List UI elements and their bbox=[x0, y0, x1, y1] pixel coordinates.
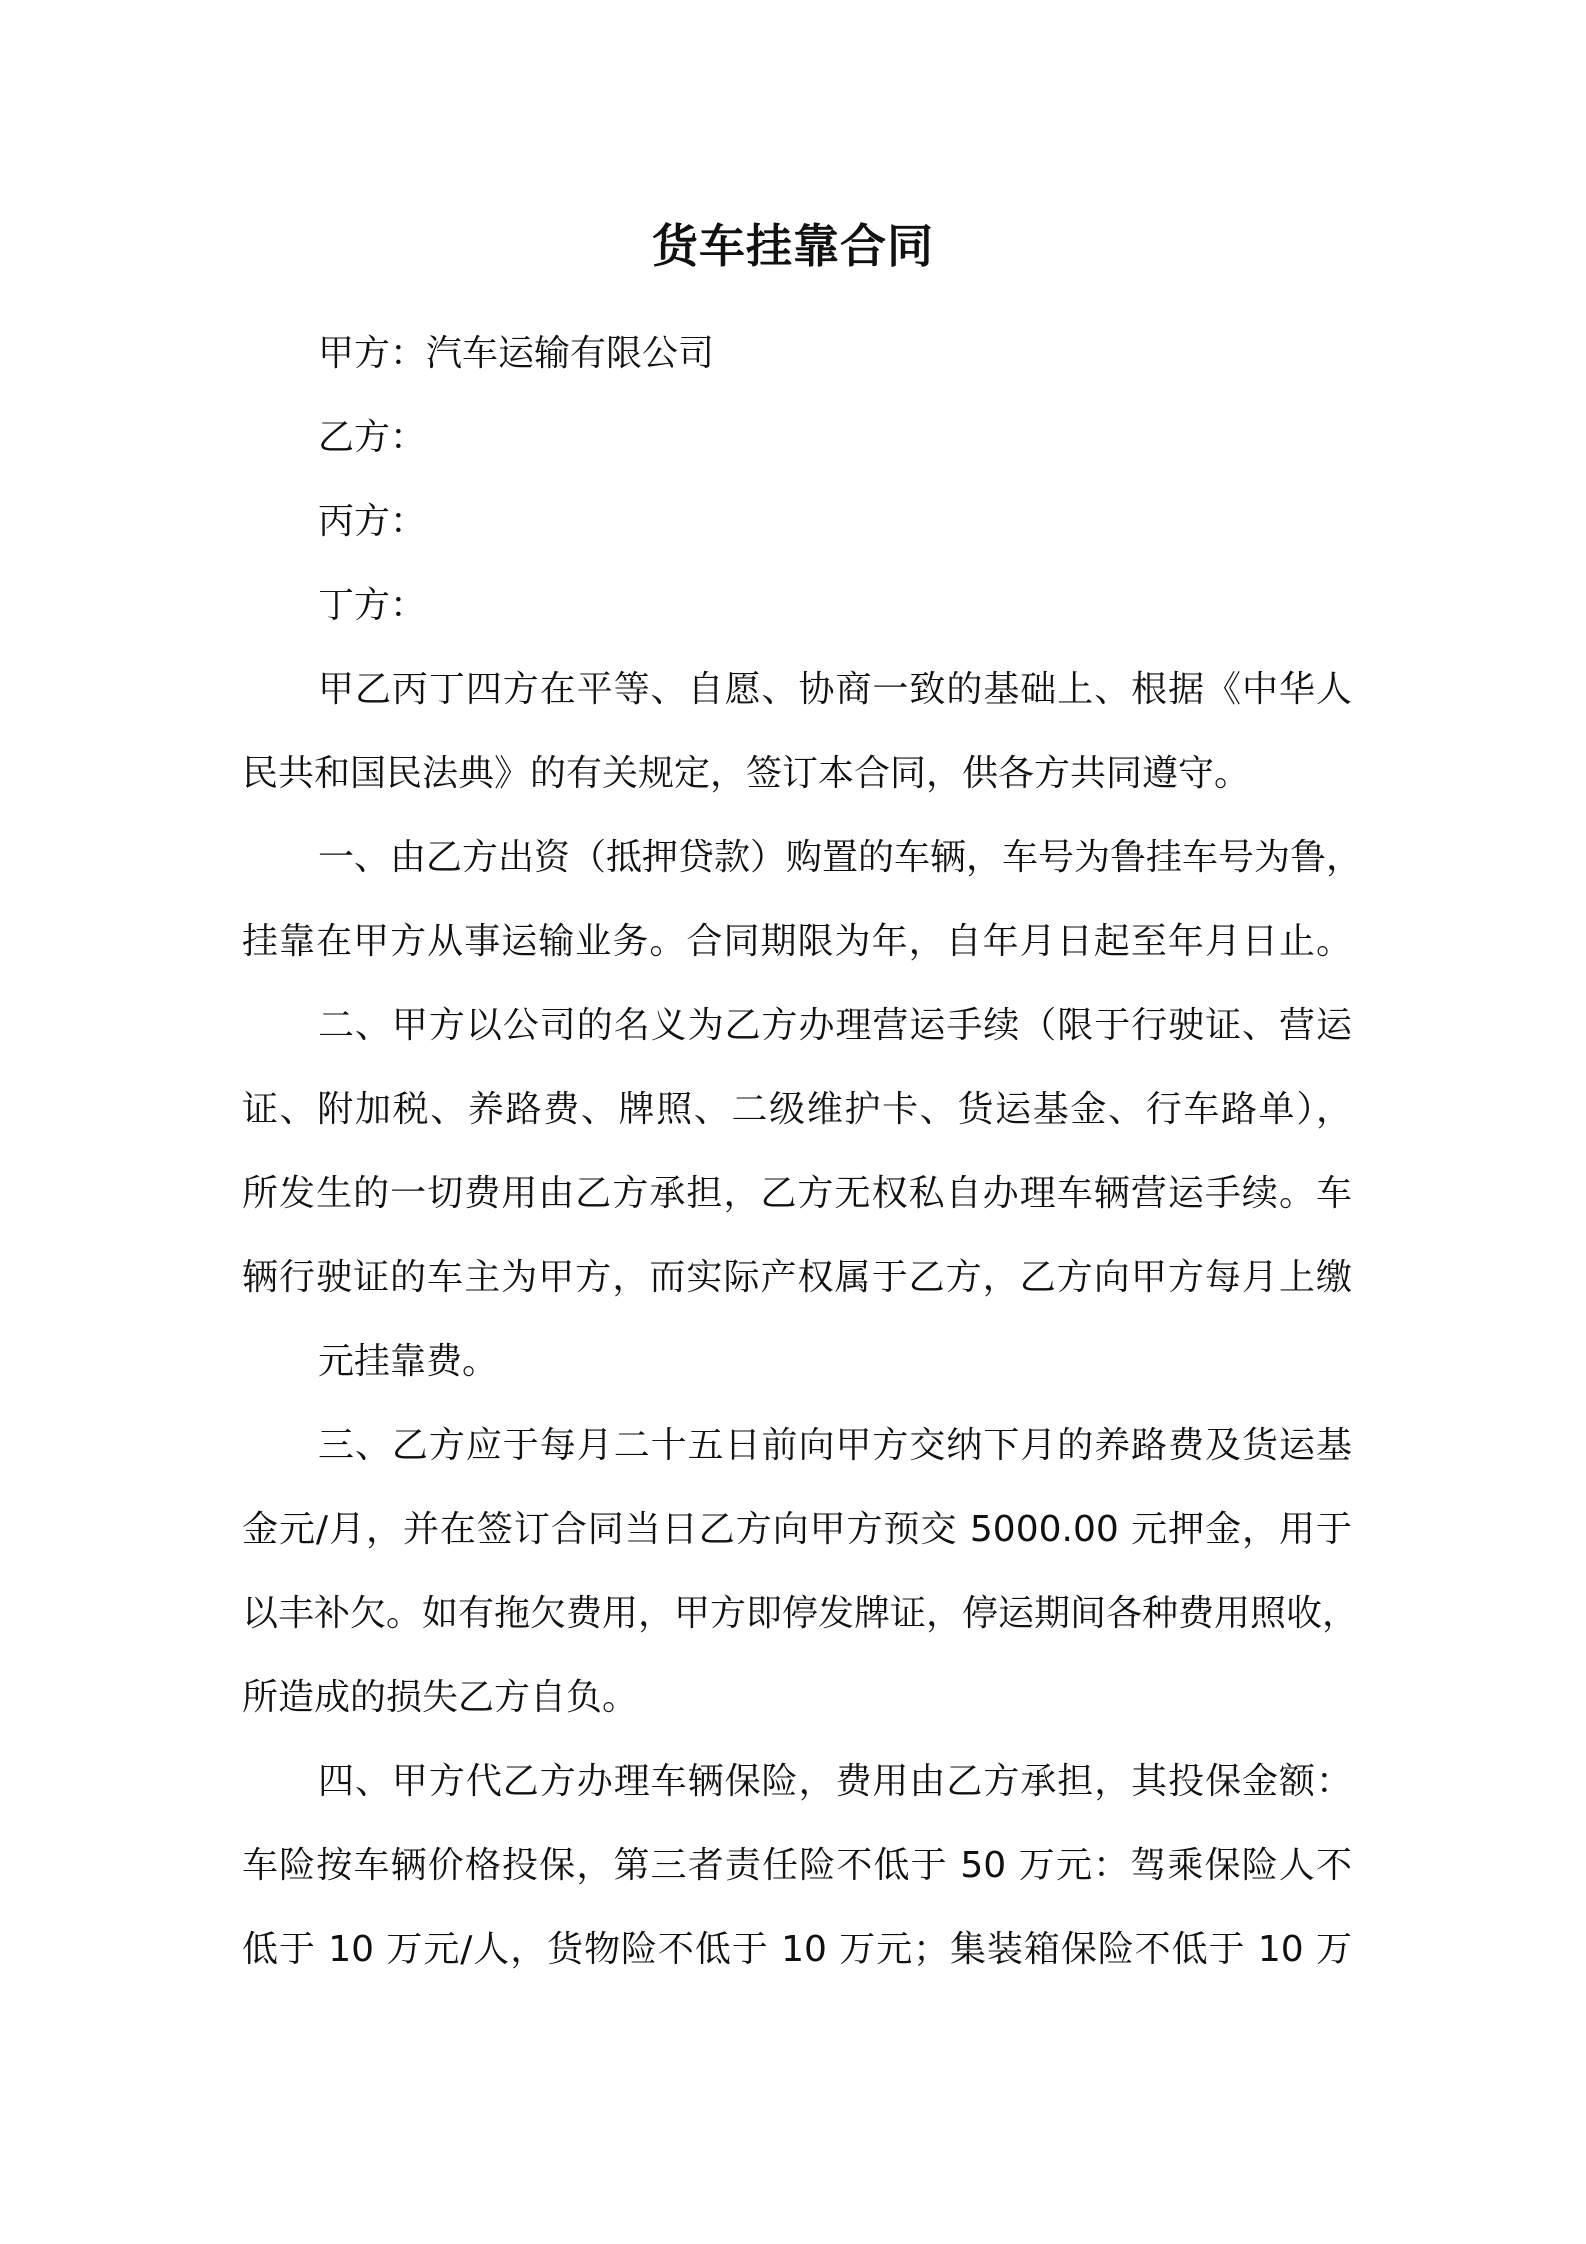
clause4-line-2: 车险按车辆价格投保，第三者责任险不低于 50 万元：驾乘保险人不 bbox=[242, 1845, 1352, 1886]
clause3-line-1: 三、乙方应于每月二十五日前向甲方交纳下月的养路费及货运基 bbox=[318, 1425, 1352, 1466]
clause4-line-1: 四、甲方代乙方办理车辆保险，费用由乙方承担，其投保金额： bbox=[318, 1761, 1352, 1802]
clause2-line-5: 元挂靠费。 bbox=[318, 1341, 499, 1382]
party-c: 丙方： bbox=[318, 501, 427, 542]
party-d: 丁方： bbox=[318, 585, 427, 626]
clause3-line-4: 所造成的损失乙方自负。 bbox=[242, 1677, 639, 1718]
clause1-line-2: 挂靠在甲方从事运输业务。合同期限为年，自年月日起至年月日止。 bbox=[242, 921, 1352, 962]
clause3-line-3: 以丰补欠。如有拖欠费用，甲方即停发牌证，停运期间各种费用照收， bbox=[242, 1593, 1359, 1634]
clause3-line-2: 金元/月，并在签订合同当日乙方向甲方预交 5000.00 元押金，用于 bbox=[242, 1509, 1352, 1550]
clause2-line-1: 二、甲方以公司的名义为乙方办理营运手续（限于行驶证、营运 bbox=[318, 1005, 1352, 1046]
party-a: 甲方：汽车运输有限公司 bbox=[318, 333, 715, 374]
clause1-line-1: 一、由乙方出资（抵押贷款）购置的车辆，车号为鲁挂车号为鲁， bbox=[318, 837, 1363, 878]
preamble-line-2: 民共和国民法典》的有关规定，签订本合同，供各方共同遵守。 bbox=[242, 753, 1251, 794]
party-b: 乙方： bbox=[318, 417, 427, 458]
clause2-line-3: 所发生的一切费用由乙方承担，乙方无权私自办理车辆营运手续。车 bbox=[242, 1173, 1352, 1214]
document-title: 货车挂靠合同 bbox=[652, 219, 934, 273]
preamble-line-1: 甲乙丙丁四方在平等、自愿、协商一致的基础上、根据《中华人 bbox=[318, 669, 1352, 710]
clause4-line-3: 低于 10 万元/人，货物险不低于 10 万元；集装箱保险不低于 10 万 bbox=[242, 1929, 1352, 1970]
clause2-line-2: 证、附加税、养路费、牌照、二级维护卡、货运基金、行车路单）， bbox=[242, 1089, 1352, 1130]
clause2-line-4: 辆行驶证的车主为甲方，而实际产权属于乙方，乙方向甲方每月上缴 bbox=[242, 1257, 1352, 1298]
